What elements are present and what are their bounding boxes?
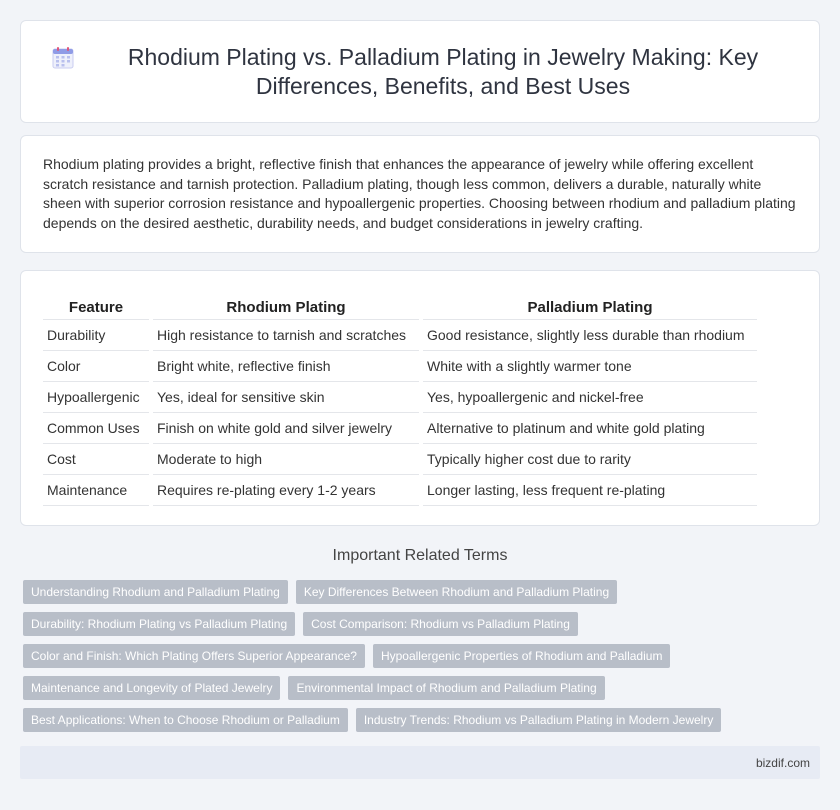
table-cell: Color xyxy=(43,351,149,382)
table-cell: Moderate to high xyxy=(153,444,419,475)
tag-row xyxy=(23,612,823,636)
table-cell: Finish on white gold and silver jewelry xyxy=(153,413,419,444)
footer xyxy=(20,746,820,779)
column-header: Rhodium Plating xyxy=(153,295,419,320)
table-cell: Typically higher cost due to rarity xyxy=(423,444,757,475)
table-header-row xyxy=(43,295,757,320)
table-cell: Common Uses xyxy=(43,413,149,444)
table-cell: Good resistance, slightly less durable than rhodium xyxy=(423,320,757,351)
related-terms-list xyxy=(23,580,823,740)
header-card xyxy=(20,20,820,123)
table-cell: Hypoallergenic xyxy=(43,382,149,413)
related-term-tag[interactable]: Industry Trends: Rhodium vs Palladium Plating in Modern Jewelry xyxy=(356,708,722,732)
related-term-tag[interactable]: Durability: Rhodium Plating vs Palladium Plating xyxy=(23,612,295,636)
comparison-table-card xyxy=(20,270,820,526)
related-term-tag[interactable]: Hypoallergenic Properties of Rhodium and Palladium xyxy=(373,644,670,668)
table-cell: Longer lasting, less frequent re-plating xyxy=(423,475,757,506)
table-cell: Durability xyxy=(43,320,149,351)
page-title: Rhodium Plating vs. Palladium Plating in Jewelry Making: Key Differences, Benefits, and Best Uses xyxy=(127,43,759,99)
calendar-icon xyxy=(51,46,75,70)
related-term-tag[interactable]: Environmental Impact of Rhodium and Palladium Plating xyxy=(288,676,604,700)
intro-card xyxy=(20,135,820,253)
table-cell: Yes, hypoallergenic and nickel-free xyxy=(423,382,757,413)
related-term-tag[interactable]: Understanding Rhodium and Palladium Plating xyxy=(23,580,288,604)
table-cell: Yes, ideal for sensitive skin xyxy=(153,382,419,413)
tag-row xyxy=(23,676,823,700)
table-row xyxy=(43,475,757,506)
related-term-tag[interactable]: Color and Finish: Which Plating Offers Superior Appearance? xyxy=(23,644,365,668)
related-term-tag[interactable]: Maintenance and Longevity of Plated Jewelry xyxy=(23,676,280,700)
related-term-tag[interactable]: Best Applications: When to Choose Rhodium or Palladium xyxy=(23,708,348,732)
related-terms-title: Important Related Terms xyxy=(332,547,508,564)
table-cell: Maintenance xyxy=(43,475,149,506)
table-cell: White with a slightly warmer tone xyxy=(423,351,757,382)
related-term-tag[interactable]: Cost Comparison: Rhodium vs Palladium Plating xyxy=(303,612,578,636)
comparison-table xyxy=(39,295,761,506)
tag-row xyxy=(23,708,823,732)
tag-row xyxy=(23,580,823,604)
table-cell: High resistance to tarnish and scratches xyxy=(153,320,419,351)
intro-text: Rhodium plating provides a bright, reflective finish that enhances the appearance of jewelry while offering excellent scratch resistance and tarnish protection. Palladium plating, though less common, delivers a durable, naturally white sheen with superior corrosion resistance and hypoallergenic properties. Choosing between rhodium and palladium plating depends on the desired aesthetic, durability needs, and budget considerations in jewelry crafting. xyxy=(43,156,796,231)
table-row xyxy=(43,320,757,351)
table-row xyxy=(43,413,757,444)
table-cell: Bright white, reflective finish xyxy=(153,351,419,382)
related-term-tag[interactable]: Key Differences Between Rhodium and Palladium Plating xyxy=(296,580,617,604)
column-header: Feature xyxy=(43,295,149,320)
table-row xyxy=(43,444,757,475)
table-row xyxy=(43,382,757,413)
table-cell: Requires re-plating every 1-2 years xyxy=(153,475,419,506)
footer-site-link[interactable]: bizdif.com xyxy=(755,755,810,770)
column-header: Palladium Plating xyxy=(423,295,757,320)
tag-row xyxy=(23,644,823,668)
table-row xyxy=(43,351,757,382)
table-cell: Alternative to platinum and white gold plating xyxy=(423,413,757,444)
table-cell: Cost xyxy=(43,444,149,475)
